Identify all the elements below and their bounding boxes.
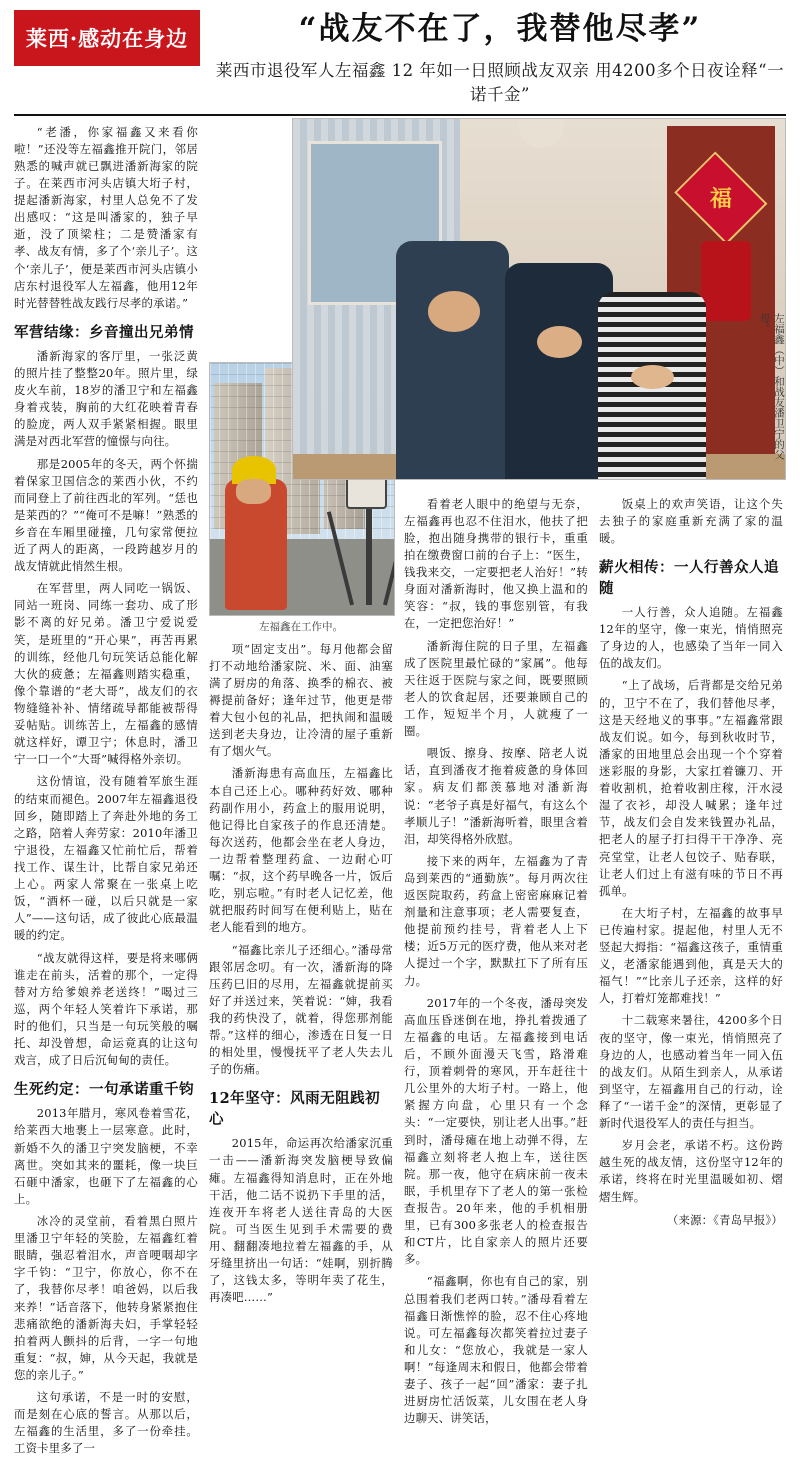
worker-photo-caption: 左福鑫在工作中。 [259, 620, 343, 633]
paragraph: 项“固定支出”。每月他都会留打不动地给潘家院、米、面、油塞满了厨房的角落、换季的棉衣、被褥提前备好；逢年过节，他更是带着大包小包的礼品，把执闹和温暖送到老夫身边，让冷清的屋子重新有了烟火气。 [209, 641, 393, 759]
publication-logo-text: 莱西·感动在身边 [25, 26, 189, 51]
paragraph: 这句承诺，不是一时的安慰，而是刻在心底的誓言。从那以后，左福鑫的生活里，多了一份牵挂。工资卡里多了一 [14, 1390, 198, 1456]
publication-logo [14, 10, 200, 66]
paragraph: “上了战场，后背都是交给兄弟的，卫宁不在了，我们替他尽孝，这是天经地义的事事。”左福鑫常跟战友们说。如今，每到秋收时节，潘家的田地里总会出现一个个穿着迷彩服的身影，大家扛着镰刀、开着收割机，抢着收割庄稼，汗水浸湿了衣衫，却没人喊累；逢年过节，战友们会自发来钱置办礼品，把老人的屋子打扫得干干净净、亮亮堂堂，让老人包饺子、贴春联，让老人们过上有滋有味的节日不再孤单。 [599, 678, 783, 898]
section-heading-4: 薪火相传：一人行善众人追随 [599, 558, 779, 597]
paragraph: 潘新海家的客厅里，一张泛黄的照片挂了整整20年。照片里，绿皮火车前，18岁的潘卫宁和左福鑫身着戎装，胸前的大红花映着青春的脸庞，两人双手紧紧相握。眼里满是对西北军营的憧憬与向往。 [14, 348, 198, 449]
masthead [14, 10, 786, 105]
paragraph: “福鑫啊，你也有自己的家，别总围着我们老两口转。”潘母看着左福鑫日渐憔悴的脸，忍不住心疼地说。可左福鑫每次都笑着拉过妻子和儿女：“您放心，我就是一家人啊！”每逢周末和假日，他都会带着妻子、孩子一起“回”潘家：妻子扎进厨房忙活饭菜，儿女围在老人身边聊天、讲笑话， [404, 1274, 588, 1426]
paragraph: 十二载寒来暑往，4200多个日夜的坚守，像一束光，悄悄照亮了身边的人，也感动着当年一同入伍的战友们。从陌生到亲人，从承诺到坚守，左福鑫用自己的行动，诠释了“一诺千金”的深情，更彰显了新时代退役军人的责任与担当。 [599, 1013, 783, 1131]
paragraph: 接下来的两年，左福鑫为了青岛到莱西的“通勤族”。每月两次往返医院取药，药盒上密密麻麻记着剂量和注意事项；老人需要复查，他提前预约挂号，背着老人上下楼；近5万元的医疗费，他从来对老人提过一个字，默默扛下了所有压力。 [404, 853, 588, 988]
section-heading-3: 12年坚守：风雨无阻践初心 [209, 1090, 381, 1129]
section-heading-2: 生死约定：一句承诺重千钧 [14, 1081, 194, 1099]
paragraph: 看着老人眼中的绝望与无奈，左福鑫再也忍不住泪水，他扶了把脸，抱出随身携带的银行卡，重重拍在缴费窗口前的台子上：“医生，钱我来交，一定要把老人治好！”转身面对潘新海时，他又换上温和的笑容：“叔，钱的事您别管，有我在，一定把您治好！” [404, 496, 588, 631]
paragraph: “战友就得这样，要是将来哪俩谁走在前头，活着的那个，一定得替对方给爹娘养老送终！”喝过三巡，两个年轻人笑着许下承诺，那时的他们，只当是一句玩笑般的嘱托、却没曾想，命运竟真的让这句戏言，成了日后沉甸甸的责任。 [14, 950, 198, 1068]
family-photo-caption: 左福鑫（中）和战友潘卫宁的父母。 [758, 313, 785, 460]
paragraph: “老潘，你家福鑫又来看你啦！”还没等左福鑫推开院门，邻居熟悉的喊声就已飘进潘新海家的院子。在莱西市河头店镇大垳子村，提起潘新海家，村里人总免不了发出感叹：“这是叫潘家的，独子早逝，没了顶梁柱；二是赞潘家有孝、战友有情，多了个‘亲儿子’。这个‘亲儿子’，便是莱西市河头店镇小店东村退役军人左福鑫，他用12年时光替替牲战友践行尽孝的承诺。” [14, 124, 198, 310]
paragraph: 2015年，命运再次给潘家沉重一击——潘新海突发脑梗导致偏瘫。左福鑫得知消息时，正在外地干活，他二话不说扔下手里的活，连夜开车将老人送往青岛的大医院。可当医生见到手术需要的费用、翻翻凑地拉着左福鑫的手，从牙缝里挤出一句话：“娃啊，别折腾了，这钱太多，等明年卖了花生，再凑吧……” [209, 1136, 393, 1305]
paragraph: 在军营里，两人同吃一锅饭、同站一班岗、同练一套功、成了形影不离的好兄弟。潘卫宁爱说爱笑，是班里的“开心果”，再苦再累的训练，经他几句玩笑话总能化解大伙的疲惫；左福鑫则踏实稳重，像个靠谱的“老大哥”，战友们的衣物缝缝补补、情绪疏导都能被帮得妥帖贴。训练苦上，左福鑫的感情就这样好，谭卫宁；休息时，潘卫宁一口一个“大哥”喊得格外亲切。 [14, 581, 198, 767]
header-divider [14, 114, 786, 116]
paragraph: 2013年腊月，寒风卷着雪花，给莱西大地裹上一层寒意。此时，新婚不久的潘卫宁突发脑梗，不幸离世。突如其来的噩耗，像一块巨石砸中潘家，也砸下了左福鑫的心上。 [14, 1106, 198, 1206]
paragraph: 岁月会老，承诺不朽。这份跨越生死的战友情，这份坚守12年的承诺，终将在时光里温暖如初、熠熠生辉。 [599, 1138, 783, 1204]
article-source: （来源：《青岛早报》） [666, 1212, 783, 1227]
paragraph: 饭桌上的欢声笑语，让这个失去独子的家庭重新充满了家的温暖。 [599, 496, 783, 545]
family-photo-wrap [292, 118, 784, 478]
family-photo [292, 118, 786, 480]
page-subtitle: 莱西市退役军人左福鑫 12 年如一日照顾战友双亲 用4200多个日夜诠释“一诺千金” [215, 60, 785, 104]
column-1 [14, 124, 198, 1463]
paragraph: “福鑫比亲儿子还细心。”潘母常跟邻居念叨。有一次，潘新海的降压药巳旧的尽用，左福鑫就提前买好了并送过来，笑着说：“婶，我看我的药快没了，就着，得您那剂能帮。”这样的细心，渗透在日复一日的相处里，慢慢抚平了老人失去儿子的伤痛。 [209, 942, 393, 1077]
paragraph: 潘新海住院的日子里，左福鑫成了医院里最忙碌的“家属”。他每天往返于医院与家之间，既要照顾老人的饮食起居，还要兼顾自己的工作，短短半个月，人就瘦了一圈。 [404, 638, 588, 739]
paragraph: 潘新海患有高血压，左福鑫比本自己还上心。哪种药好效、哪种药副作用小，药盒上的服用说明，他记得比自家孩子的作息还清楚。每次送药，他都会坐在老人身边，一边帮着整理药盒、一边耐心叮嘱：“叔，这个药早晚各一片，饭后吃，别忘啦。”有时老人记忆差，他就把服药时间写在便利贴上，贴在老人能看到的地方。 [209, 766, 393, 935]
paragraph: 冰冷的灵堂前，看着黑白照片里潘卫宁年轻的笑脸，左福鑫红着眼睛，强忍着泪水，声音哽咽却字字千钧：“卫宁，你放心，你不在了，我替你尽孝！咱爸妈，以后我来养！”话音落下，他转身紧紧抱住悲痛欲绝的潘新海夫妇，手掌轻轻拍着两人颤抖的后背，一字一句地重复：“叔，婶，从今天起，我就是您的亲儿子。” [14, 1213, 198, 1382]
paragraph: 一人行善，众人追随。左福鑫12年的坚守，像一束光，悄悄照亮了身边的人，也感染了当年一同入伍的战友们。 [599, 604, 783, 671]
headline-block [214, 10, 786, 105]
paragraph: 这份情谊，没有随着军旅生涯的结束而褪色。2007年左福鑫退役回乡，随即踏上了奔赴外地的务工之路，陪着人奔劳家：2010年潘卫宁退役，左福鑫又忙前忙后，帮着找工作、谋生计，比帮自家兄弟还上心。两家人常聚在一张桌上吃饭，“酒杯一碰，以后只就是一家人”——这句话，成了彼此心底最温暖的约定。 [14, 774, 198, 943]
paragraph: 喂饭、擦身、按摩、陪老人说话，直到潘夜才拖着疲惫的身体回家。病友们都羡慕地对潘新海说：“老爷子真是好福气，有这么个孝顺儿子！”潘新海听着，眼里含着泪，却笑得格外欣慰。 [404, 746, 588, 846]
page-title: “战友不在了，我替他尽孝” [298, 11, 702, 47]
paragraph: 那是2005年的冬天，两个怀揣着保家卫国信念的莱西小伙，不约而同登上了前往西北的军列。“恁也是莱西的？”“俺可不是嘛！”熟悉的乡音在车厢里碰撞，几句家常便拉近了两人的距离，一段跨越岁月的战友情就此悄然生根。 [14, 456, 198, 574]
paragraph: 2017年的一个冬夜，潘母突发高血压昏迷倒在地，挣扎着拨通了左福鑫的电话。左福鑫接到电话后，不顾外面漫天飞雪，路滑难行，顶着刺骨的寒风，开车赶往十几公里外的大垳子村。一路上，他紧握方向盘，心里只有一个念头：“一定要快，别让老人出事。”赶到时，潘母瘫在地上动弹不得，左福鑫立刻将老人抱上车，送往医院。那一夜，他守在病床前一夜未眠，手机里存下了老人的第一张检查报告。20年来，他的手机相册里，已有300多张老人的检查报告和CT片，比自家亲人的照片还要多。 [404, 995, 588, 1267]
section-heading-1: 军营结缘：乡音撞出兄弟情 [14, 323, 194, 341]
paragraph: 在大垳子村，左福鑫的故事早已传遍村家。提起他，村里人无不竖起大拇指：“福鑫这孩子，重情重义，老潘家能遇到他，真是天大的福气！”“比亲儿子还亲，这样的好人，打着灯笼都难找！” [599, 905, 783, 1006]
